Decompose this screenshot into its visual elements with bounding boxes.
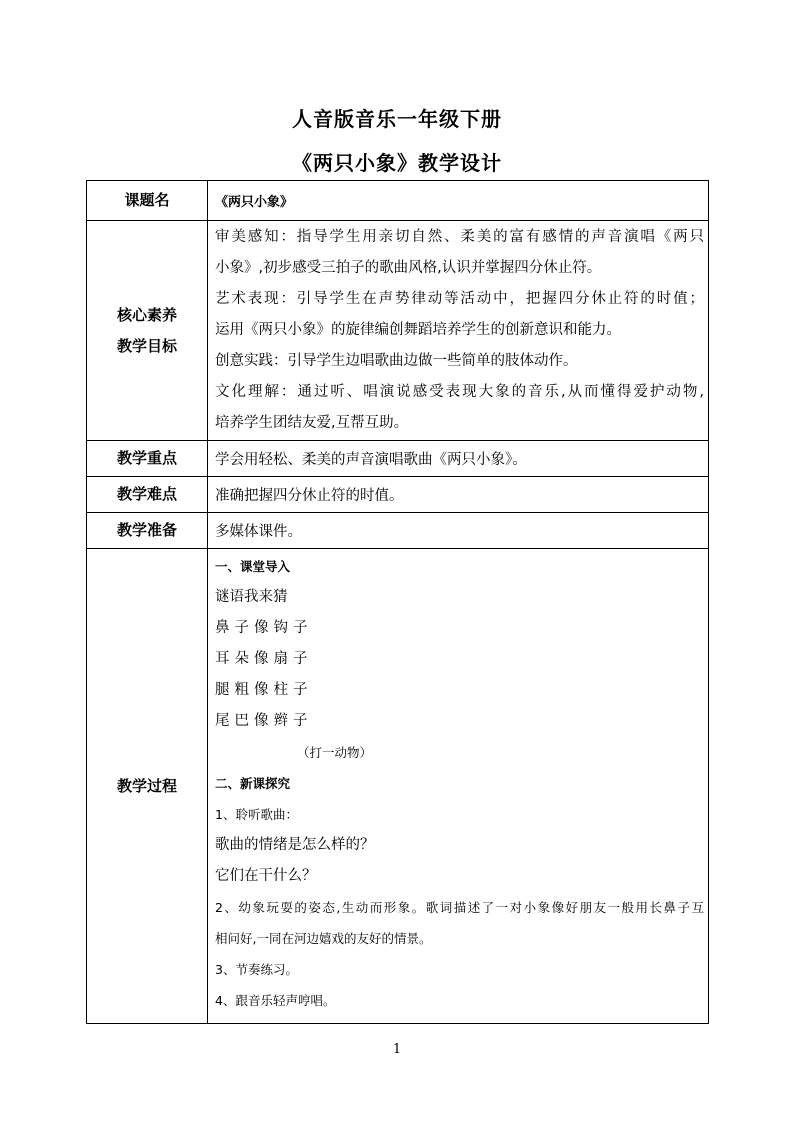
topic-value: 《两只小象》	[208, 181, 709, 221]
step-line: 相问好,一同在河边嬉戏的友好的情景。	[215, 931, 432, 946]
riddle-line: 鼻子像钩子	[215, 620, 313, 636]
goal-line: 艺术表现：引导学生在声势律动等活动中，把握四分休止符的时值；	[215, 291, 704, 307]
preparation-label: 教学准备	[87, 513, 208, 549]
lesson-plan-table	[86, 180, 709, 1024]
lesson-title: 《两只小象》教学设计	[292, 151, 502, 175]
riddle-line: 尾巴像辫子	[215, 713, 313, 729]
goal-line: 运用《两只小象》的旋律编创舞蹈培养学生的创新意识和能力。	[215, 322, 621, 338]
riddle-hint: （打一动物）	[297, 745, 373, 760]
table-row-process	[87, 549, 709, 1024]
goals-label	[87, 221, 208, 441]
question-line: 歌曲的情绪是怎么样的？	[215, 837, 375, 853]
key-point-label: 教学重点	[87, 441, 208, 477]
key-point-value: 学会用轻松、柔美的声音演唱歌曲《两只小象》。	[208, 441, 709, 477]
table-row-goals	[87, 221, 709, 441]
goals-content	[208, 221, 709, 441]
difficulty-value: 准确把握四分休止符的时值。	[208, 477, 709, 513]
preparation-value: 多媒体课件。	[208, 513, 709, 549]
page-number: 1	[392, 1042, 402, 1057]
table-row-difficulty	[87, 477, 709, 513]
goal-line: 审美感知：指导学生用亲切自然、柔美的富有感情的声音演唱《两只	[215, 229, 704, 245]
goal-line: 小象》,初步感受三拍子的歌曲风格,认识并掌握四分休止符。	[215, 260, 602, 276]
table-row-preparation	[87, 513, 709, 549]
goal-line: 创意实践：引导学生边唱歌曲边做一些简单的肢体动作。	[215, 353, 578, 369]
difficulty-label: 教学难点	[87, 477, 208, 513]
goal-line: 培养学生团结友爱,互帮互助。	[215, 415, 409, 431]
question-line: 它们在干什么？	[215, 868, 317, 884]
table-row-key-point	[87, 441, 709, 477]
step-line: 4、跟音乐轻声哼唱。	[215, 993, 336, 1008]
table-row-topic	[87, 181, 709, 221]
riddle-intro: 谜语我来猜	[215, 589, 288, 605]
section-heading: 一、课堂导入	[215, 559, 291, 574]
step-line: 3、节奏练习。	[215, 962, 298, 977]
step-line: 1、聆听歌曲：	[215, 807, 298, 822]
riddle-line: 耳朵像扇子	[215, 651, 313, 667]
goal-line: 文化理解：通过听、唱演说感受表现大象的音乐,从而懂得爱护动物,	[215, 384, 704, 400]
process-label: 教学过程	[87, 549, 208, 1024]
process-content	[208, 549, 709, 1024]
topic-label: 课题名	[87, 181, 208, 221]
step-line: 2、幼象玩耍的姿态,生动而形象。歌词描述了一对小象像好朋友一般用长鼻子互	[215, 900, 704, 915]
document-title: 人音版音乐一年级下册	[292, 107, 502, 131]
section-heading: 二、新课探究	[215, 776, 291, 791]
goals-label-line: 教学目标	[116, 336, 177, 355]
riddle-line: 腿粗像柱子	[215, 682, 313, 698]
goals-label-line: 核心素养	[116, 305, 177, 324]
